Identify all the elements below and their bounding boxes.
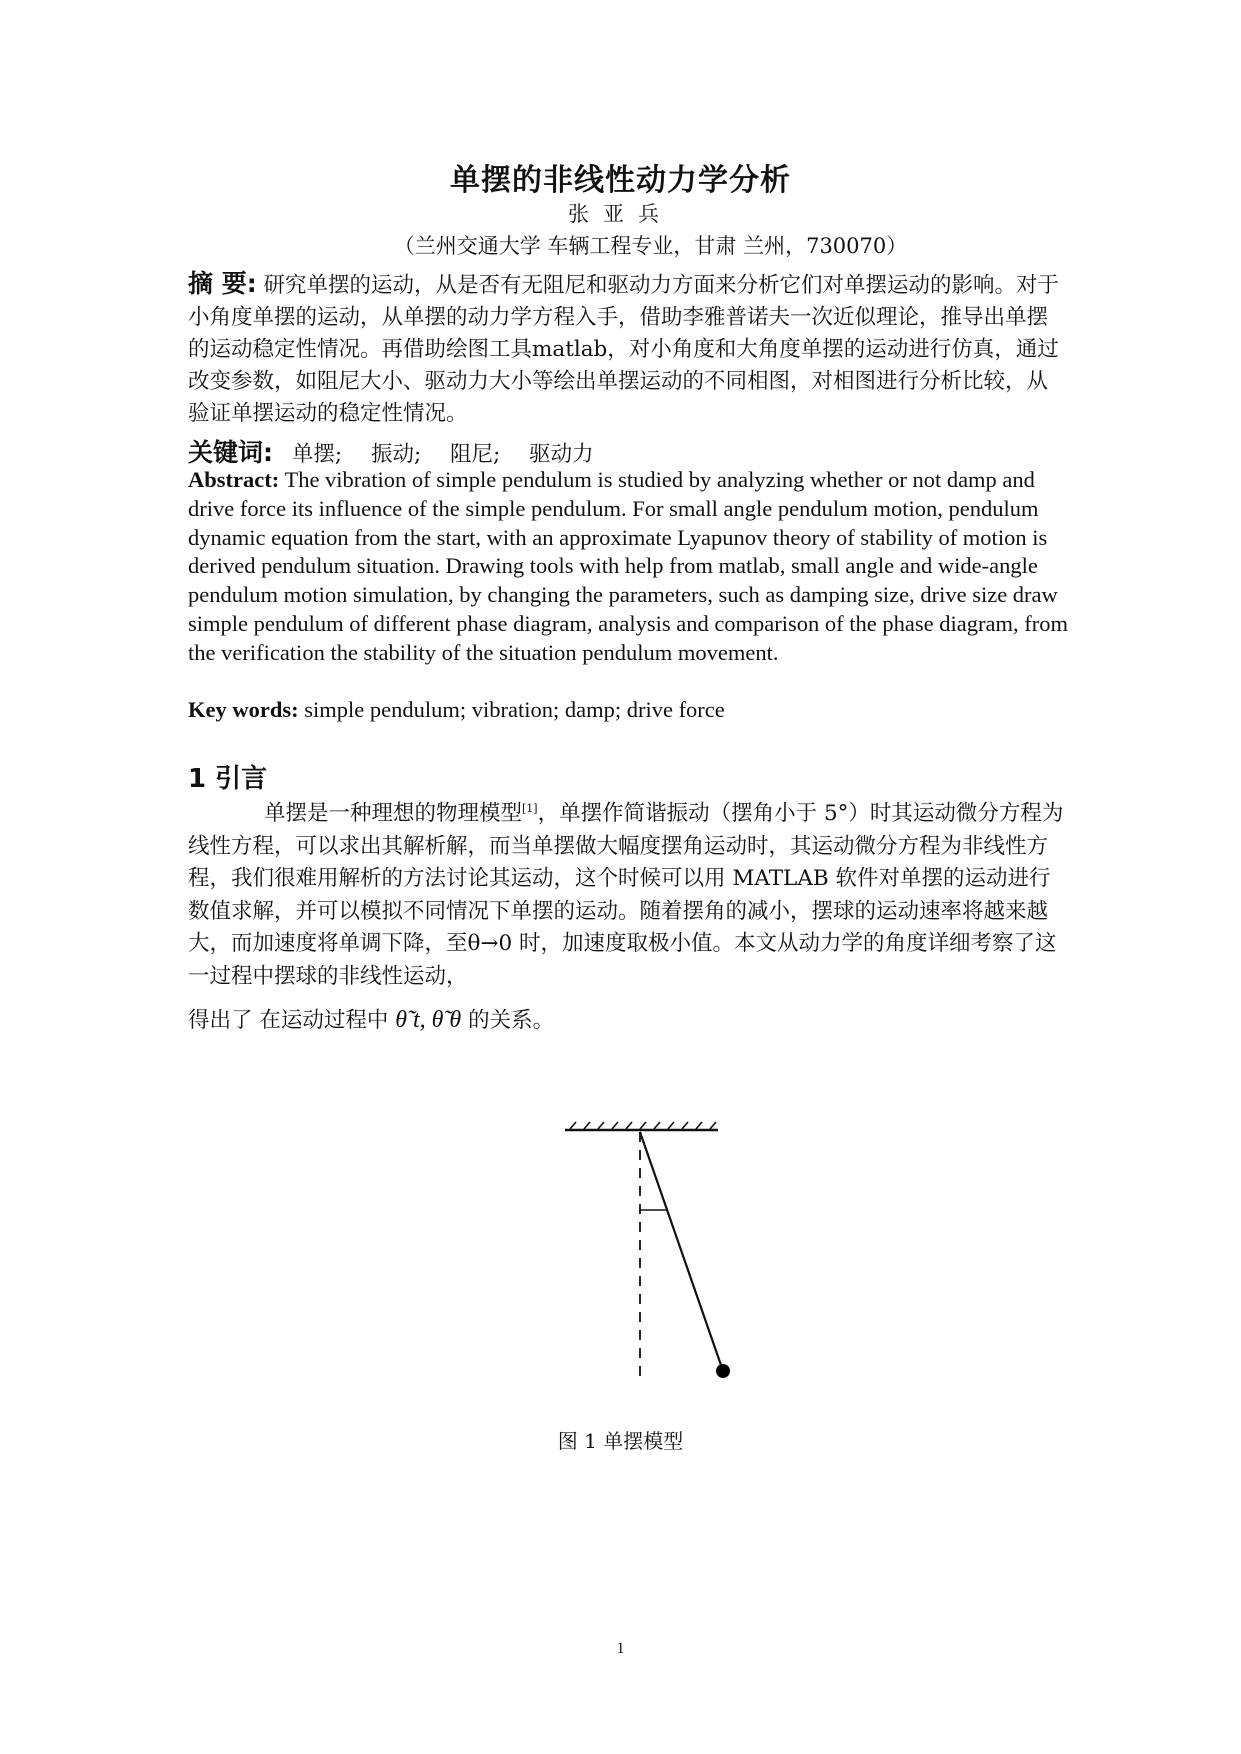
page-number: 1 — [616, 1640, 625, 1657]
paper-title: 单摆的非线性动力学分析 — [450, 163, 791, 198]
conclusion-text-b: 的关系。 — [468, 1008, 555, 1033]
keyword-item: 单摆; — [291, 442, 343, 467]
section-heading: 1 引言 — [188, 764, 268, 794]
citation-ref: [1] — [522, 802, 538, 815]
intro-text-a: 单摆是一种理想的物理模型 — [264, 801, 523, 827]
keywords-cn — [188, 433, 616, 469]
pendulum-diagram — [560, 1118, 740, 1388]
keyword-item: 阻尼; — [450, 442, 501, 467]
figure-caption: 图 1 单摆模型 — [557, 1429, 684, 1453]
abstract-en-text: The vibration of simple pendulum is studied by analyzing whether or not damp and drive force its influence of the simple pendulum. For small angle pendulum motion, pendulum dynamic equation from the start, with an approximate Lyapunov theory of stability of motion is derived pendulum situation. Drawing tools with help from matlab, small angle and wide-angle pendulum motion simulation, by changing the parameters, such as damping size, drive size draw simple pendulum of different phase diagram, analysis and comparison of the phase diagram, from the verification the stability of the situation pendulum movement. — [188, 467, 1068, 665]
keywords-en-label: Key words: — [188, 697, 299, 722]
intro-conclusion — [188, 1003, 554, 1034]
author-name: 张亚兵 — [568, 202, 673, 226]
keyword-item: 振动; — [370, 442, 422, 467]
abstract-cn — [188, 268, 1068, 430]
author-affiliation: （兰州交通大学 车辆工程专业，甘肃 兰州，730070） — [393, 234, 908, 258]
conclusion-text-a: 得出了 在运动过程中 — [188, 1008, 389, 1033]
abstract-cn-text: 研究单摆的运动，从是否有无阻尼和驱动力方面来分析它们对单摆运动的影响。对于小角度单摆的运动，从单摆的动力学方程入手，借助李雅普诺夫一次近似理论，推导出单摆的运动稳定性情况。再借助绘图工具matlab，对小角度和大角度单摆的运动进行仿真，通过改变参数，如阻尼大小、驱动力大小等绘出单摆运动的不同相图，对相图进行分析比较，从验证单摆运动的稳定性情况。 — [188, 273, 1060, 426]
pendulum-string — [640, 1132, 722, 1368]
intro-paragraph — [188, 793, 1068, 993]
keywords-en-text: simple pendulum; vibration; damp; drive force — [304, 697, 725, 722]
abstract-cn-label: 摘 要: — [188, 269, 257, 298]
keyword-item: 驱动力 — [529, 442, 594, 467]
ceiling-hatching — [570, 1122, 716, 1129]
math-expression: θ̃ t, θ̃ θ — [395, 1007, 462, 1033]
pendulum-bob — [716, 1364, 730, 1378]
keywords-cn-label: 关键词: — [188, 438, 273, 467]
abstract-en — [188, 466, 1068, 668]
keywords-en — [188, 696, 1068, 725]
abstract-en-label: Abstract: — [188, 467, 280, 492]
intro-text-b: ，单摆作简谐振动（摆角小于 5°）时其运动微分方程为线性方程，可以求出其解析解，而当单摆做大幅度摆角运动时，其运动微分方程为非线性方程，我们很难用解析的方法讨论其运动，这个时候可以用 MATLAB 软件对单摆的运动进行数值求解，并可以模拟不同情况下单摆的运动。随着摆角的减小，摆球的运动速率将越来越大，而加速度将单调下降，至θ→0 时，加速度取极小值。本文从动力学的角度详细考察了这一过程中摆球的非线性运动， — [188, 801, 1064, 989]
